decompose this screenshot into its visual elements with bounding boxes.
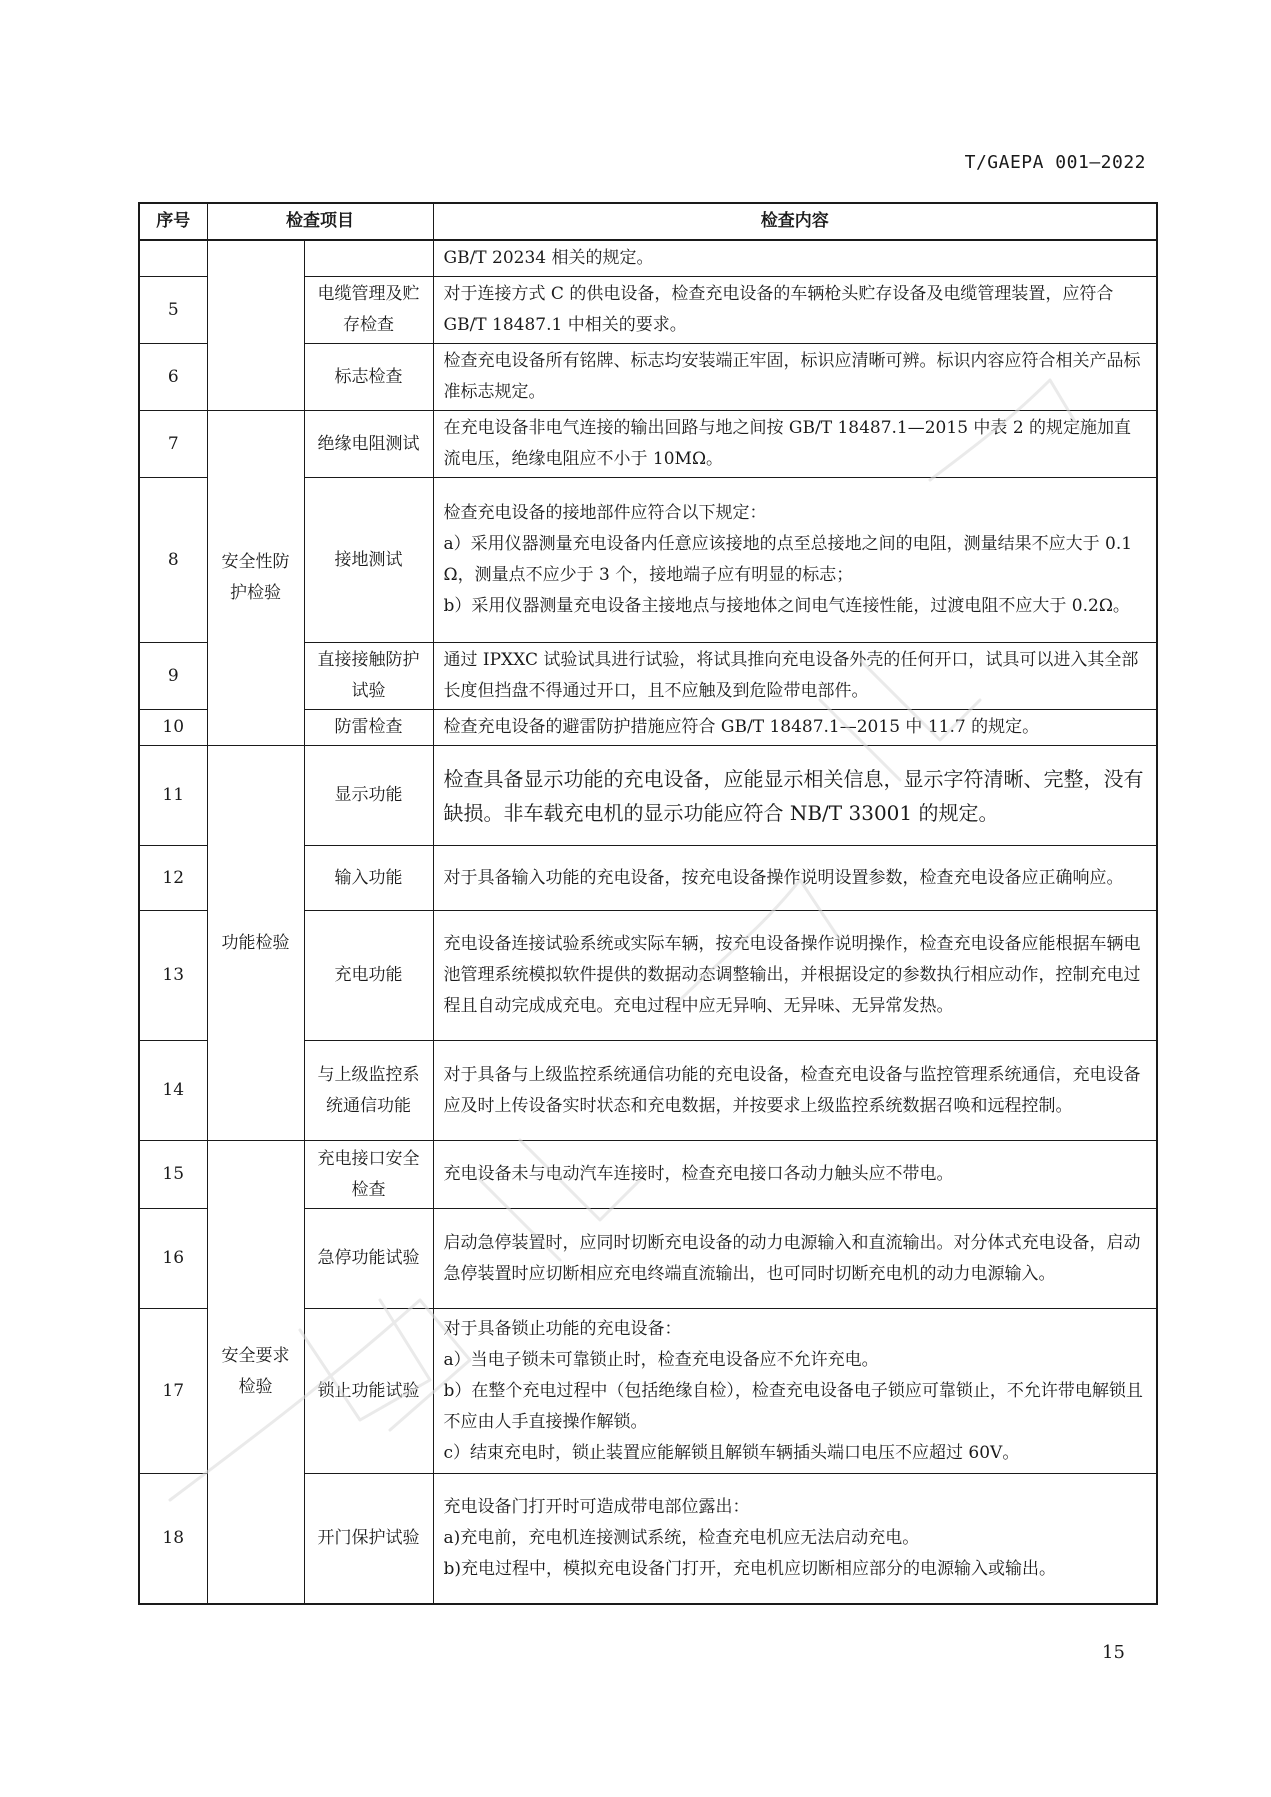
row-number: 18 [139,1474,207,1604]
row-item: 防雷检查 [304,710,433,746]
row-content [433,846,1157,911]
content-line: 充电设备门打开时可造成带电部位露出： [443,1496,750,1517]
row-category [207,240,304,411]
row-number: 11 [139,746,207,846]
table-row [139,1141,1157,1209]
content-line: a)充电前，充电机连接测试系统，检查充电机应无法启动充电。 [443,1527,920,1548]
row-content [433,643,1157,710]
row-item: 急停功能试验 [304,1209,433,1309]
row-item: 标志检查 [304,344,433,411]
row-content [433,240,1157,277]
row-content [433,411,1157,478]
table-row [139,411,1157,478]
row-number: 14 [139,1041,207,1141]
row-number: 15 [139,1141,207,1209]
content-line: 检查充电设备所有铭牌、标志均安装端正牢固，标识应清晰可辨。标识内容应符合相关产品标准标志规定。 [443,351,1141,402]
content-line: b）在整个充电过程中（包括绝缘自检），检查充电设备电子锁应可靠锁止，不允许带电解锁且不应由人手直接操作解锁。 [443,1380,1143,1432]
content-line: c）结束充电时，锁止装置应能解锁且解锁车辆插头端口电压不应超过 60V。 [443,1442,1020,1463]
row-item: 接地测试 [304,478,433,643]
row-number: 10 [139,710,207,746]
row-number: 13 [139,911,207,1041]
content-line: GB/T 20234 相关的规定。 [443,248,654,268]
row-item: 显示功能 [304,746,433,846]
row-item: 充电功能 [304,911,433,1041]
row-content [433,1309,1157,1474]
row-content [433,710,1157,746]
row-content [433,1209,1157,1309]
row-number: 6 [139,344,207,411]
row-content [433,1041,1157,1141]
content-line: 对于具备锁止功能的充电设备： [443,1318,682,1339]
row-category: 安全要求检验 [207,1141,304,1604]
row-content [433,746,1157,846]
row-number [139,240,207,277]
table-header-row [139,203,1157,240]
content-line: a）当电子锁未可靠锁止时，检查充电设备应不允许充电。 [443,1349,879,1370]
row-item [304,240,433,277]
content-line: 对于具备与上级监控系统通信功能的充电设备，检查充电设备与监控管理系统通信，充电设备应及时上传设备实时状态和充电数据，并按要求上级监控系统数据召唤和远程控制。 [443,1064,1141,1116]
content-line: 启动急停装置时，应同时切断充电设备的动力电源输入和直流输出。对分体式充电设备，启动急停装置时应切断相应充电终端直流输出，也可同时切断充电机的动力电源输入。 [443,1232,1141,1284]
row-item: 直接接触防护试验 [304,643,433,710]
row-item: 电缆管理及贮存检查 [304,277,433,344]
content-line: 检查具备显示功能的充电设备，应能显示相关信息，显示字符清晰、完整，没有缺损。非车载充电机的显示功能应符合 NB/T 33001 的规定。 [443,766,1144,825]
document-code: T/GAEPA 001—2022 [964,152,1146,173]
content-line: 通过 IPXXC 试验试具进行试验，将试具推向充电设备外壳的任何开口，试具可以进入其全部长度但挡盘不得通过开口，且不应触及到危险带电部件。 [443,650,1139,701]
content-line: 检查充电设备的接地部件应符合以下规定： [443,503,767,523]
content-line: 充电设备连接试验系统或实际车辆，按充电设备操作说明操作，检查充电设备应能根据车辆电池管理系统模拟软件提供的数据动态调整输出，并根据设定的参数执行相应动作，控制充电过程且自动完成成充电。充电过程中应无异响、无异味、无异常发热。 [443,934,1141,1016]
row-item: 充电接口安全检查 [304,1141,433,1209]
content-line: 检查充电设备的避雷防护措施应符合 GB/T 18487.1—2015 中 11.7 的规定。 [443,717,1040,737]
row-item: 输入功能 [304,846,433,911]
row-number: 16 [139,1209,207,1309]
header-number: 序号 [139,203,207,240]
row-number: 7 [139,411,207,478]
header-item: 检查项目 [207,203,433,240]
content-line: 在充电设备非电气连接的输出回路与地之间按 GB/T 18487.1—2015 中表 2 的规定施加直流电压，绝缘电阻应不小于 10MΩ。 [443,418,1132,469]
table-row [139,240,1157,277]
row-content [433,478,1157,643]
row-number: 8 [139,478,207,643]
row-content [433,344,1157,411]
row-item: 与上级监控系统通信功能 [304,1041,433,1141]
page-number: 15 [1102,1642,1125,1663]
row-content [433,277,1157,344]
row-content [433,1474,1157,1604]
content-line: 对于具备输入功能的充电设备，按充电设备操作说明设置参数，检查充电设备应正确响应。 [443,867,1124,888]
content-line: a）采用仪器测量充电设备内任意应该接地的点至总接地之间的电阻，测量结果不应大于 0.1 Ω，测量点不应少于 3 个，接地端子应有明显的标志； [443,534,1133,585]
table-row [139,746,1157,846]
content-line: 充电设备未与电动汽车连接时，检查充电接口各动力触头应不带电。 [443,1164,954,1184]
row-content [433,911,1157,1041]
row-category: 安全性防护检验 [207,411,304,746]
row-number: 5 [139,277,207,344]
row-item: 绝缘电阻测试 [304,411,433,478]
row-item: 开门保护试验 [304,1474,433,1604]
inspection-table [138,202,1158,1605]
content-line: b)充电过程中，模拟充电设备门打开，充电机应切断相应部分的电源输入或输出。 [443,1558,1057,1579]
row-item: 锁止功能试验 [304,1309,433,1474]
content-line: 对于连接方式 C 的供电设备，检查充电设备的车辆枪头贮存设备及电缆管理装置，应符合 GB/T 18487.1 中相关的要求。 [443,284,1114,335]
row-number: 12 [139,846,207,911]
row-content [433,1141,1157,1209]
header-content: 检查内容 [433,203,1157,240]
content-line: b）采用仪器测量充电设备主接地点与接地体之间电气连接性能，过渡电阻不应大于 0.2Ω。 [443,596,1130,616]
row-category: 功能检验 [207,746,304,1141]
row-number: 9 [139,643,207,710]
row-number: 17 [139,1309,207,1474]
